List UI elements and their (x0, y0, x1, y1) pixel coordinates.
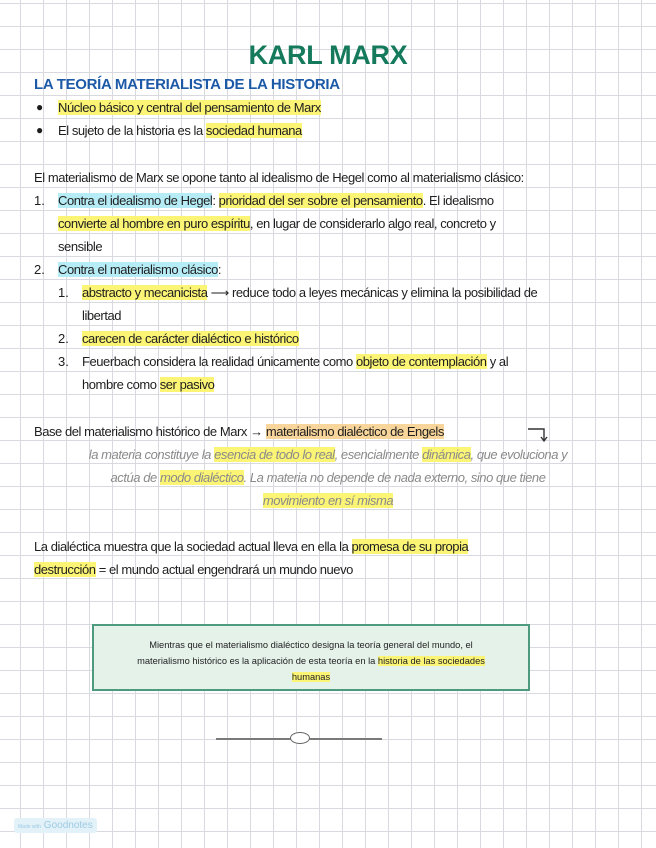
page-title: KARL MARX (248, 40, 408, 70)
dialectic-line1: La dialéctica muestra que la sociedad actual lleva en ella la promesa de su propia (34, 539, 469, 554)
sub-number: 3. (58, 354, 69, 369)
dialectic-line2: destrucción = el mundo actual engendrará un mundo nuevo (34, 562, 353, 577)
sub3-line1: Feuerbach considera la realidad únicamente como objeto de contemplación y al (82, 354, 509, 369)
box-line-3: humanas (291, 672, 331, 682)
intro-text: El materialismo de Marx se opone tanto al idealismo de Hegel como al materialismo clásico: (34, 170, 524, 185)
summary-box (92, 624, 530, 691)
box-line-2: materialismo histórico es la aplicación de esta teoría en la historia de las sociedades (137, 656, 485, 666)
base-italic-1: la materia constituye la esencia de todo lo real, esencialmente dinámica, que evoluciona y (88, 447, 568, 462)
sub2-line1: carecen de carácter dialéctico e histórico (82, 331, 299, 346)
sub1-line1: abstracto y mecanicista ⟶ reduce todo a leyes mecánicas y elimina la posibilidad de (82, 285, 538, 300)
bullet-line-2: El sujeto de la historia es la sociedad humana (58, 123, 302, 138)
sub-number: 2. (58, 331, 69, 346)
sub1-line2: libertad (82, 308, 122, 323)
bullet-dot: ● (36, 123, 44, 137)
box-line-1: Mientras que el materialismo dialéctico designa la teoría general del mundo, el (149, 640, 473, 650)
item2-line1: Contra el materialismo clásico: (58, 262, 222, 277)
goodnotes-watermark: Made with Goodnotes (14, 818, 97, 833)
bullet-dot: ● (36, 100, 44, 114)
item1-line3: sensible (58, 239, 103, 254)
divider-oval (290, 732, 310, 744)
sub3-line2: hombre como ser pasivo (82, 377, 215, 392)
turn-down-arrow-icon (526, 426, 548, 444)
sub-number: 1. (58, 285, 69, 300)
item1-line1: Contra el idealismo de Hegel: prioridad del ser sobre el pensamiento. El idealismo (58, 193, 494, 208)
item1-line2: convierte al hombre en puro espíritu, en lugar de considerarlo algo real, concreto y (58, 216, 496, 231)
section-subtitle: LA TEORÍA MATERIALISTA DE LA HISTORIA (34, 76, 340, 93)
bullet-line-1: Núcleo básico y central del pensamiento de Marx (58, 100, 321, 115)
base-line: Base del materialismo histórico de Marx → materialismo dialéctico de Engels (34, 424, 444, 439)
base-italic-2: actúa de modo dialéctico. La materia no depende de nada externo, sino que tiene (110, 470, 546, 485)
list-number: 2. (34, 262, 45, 277)
list-number: 1. (34, 193, 45, 208)
base-italic-3: movimiento en sí misma (262, 493, 394, 508)
